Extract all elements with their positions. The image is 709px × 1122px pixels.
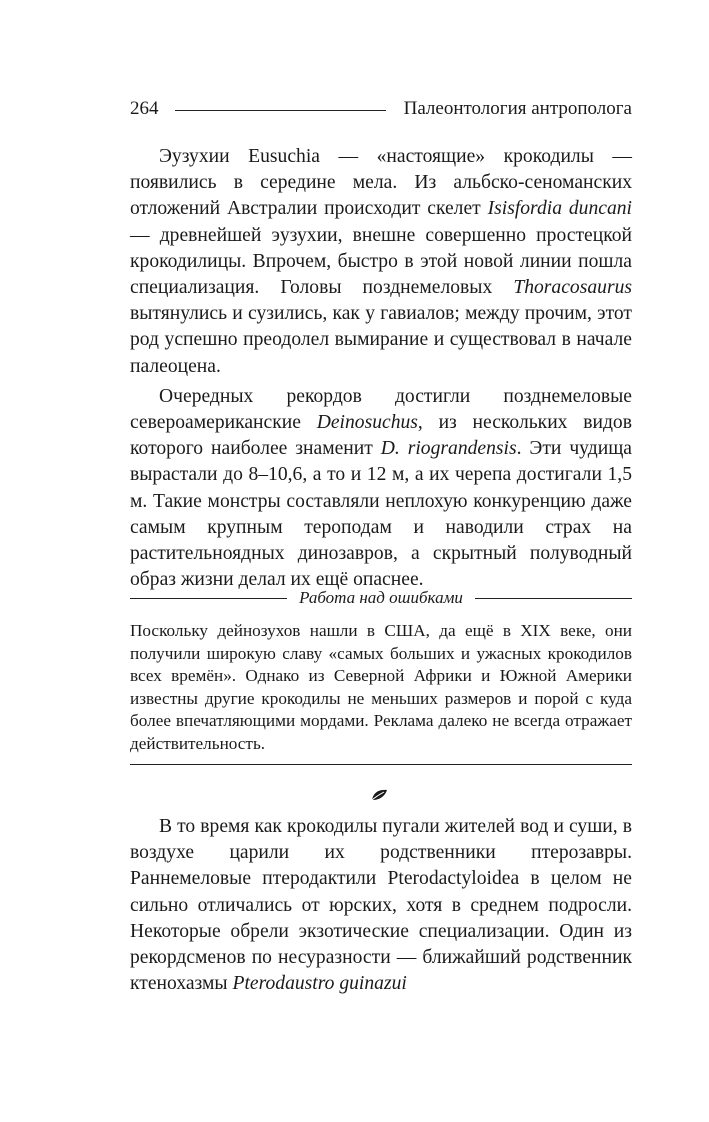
text-run: вытянулись и сузились, как у гавиалов; между прочим, этот род успешно преодолел вымирание и существовал в начале палеоцена.: [130, 303, 632, 377]
sidebar-bottom-rule: [130, 764, 632, 765]
paragraph-deinosuchus: [130, 384, 632, 594]
paragraph-pterosaurs: [130, 814, 632, 997]
taxon-name: Isisfordia duncani: [487, 198, 632, 220]
sidebar-header: [130, 586, 632, 610]
taxon-name: Thoracosaurus: [513, 277, 632, 299]
running-title: Палеонтология антрополога: [403, 98, 632, 119]
text-run: Эузухии Eusuchia — «настоящие» крокодилы — появились в середине мела. Из альбско-сеноманских отложений Австралии происходит скелет: [130, 146, 632, 220]
text-run: — древнейшей эузухии, внешне совершенно простецкой крокодилицы. Впрочем, быстро в этой новой линии пошла специализация. Головы позднемеловых: [130, 224, 632, 299]
taxon-name: D. riograndensis: [380, 438, 517, 460]
header-rule: [175, 110, 386, 111]
running-header: [130, 96, 632, 122]
page-number: 264: [130, 98, 159, 119]
sidebar-rule-right: [475, 598, 632, 599]
sidebar-rule-left: [130, 598, 287, 599]
main-text-section-1: [130, 144, 632, 593]
main-text-section-2: [130, 814, 632, 997]
text-run: . Эти чудища вырастали до 8–10,6, а то и 12 м, а их черепа достигали 1,5 м. Такие монстры составляли неплохую конкуренцию даже самым крупным тероподам и наводили страх на растительноядных динозавров, а скрытный полуводный образ жизни делал их ещё опаснее.: [130, 438, 632, 591]
paragraph-eusuchia: [130, 144, 632, 380]
sidebar-heading: Работа над ошибками: [299, 588, 463, 607]
text-run: , из нескольких видов которого наиболее знаменит: [130, 412, 632, 460]
sidebar-text: Поскольку дейнозухов нашли в США, да ещё в XIX веке, они получили широкую славу «самых больших и ужасных крокодилов всех времён». Однако из Северной Африки и Южной Америки известны другие крокодилы не меньших размеров и порой с куда более впечатляющими мордами. Реклама далеко не всегда отражает действительность.: [130, 621, 632, 753]
taxon-name: Pterodaustro guinazui: [232, 973, 407, 995]
leaf-ornament-icon: [370, 788, 388, 802]
text-run: Очередных рекордов достигли позднемеловые североамериканские: [130, 385, 632, 434]
sidebar-box: [130, 586, 632, 765]
taxon-name: Deinosuchus: [316, 412, 418, 434]
text-run: В то время как крокодилы пугали жителей вод и суши, в воздухе царили их родственники птерозавры. Раннемеловые птеродактили Pterodactyloidea в целом не сильно отличались от юрских, хотя в среднем подросли. Некоторые обрели экзотические специализации. Один из рекордсменов по несуразности — ближайший родственник ктенохазмы: [130, 816, 632, 995]
